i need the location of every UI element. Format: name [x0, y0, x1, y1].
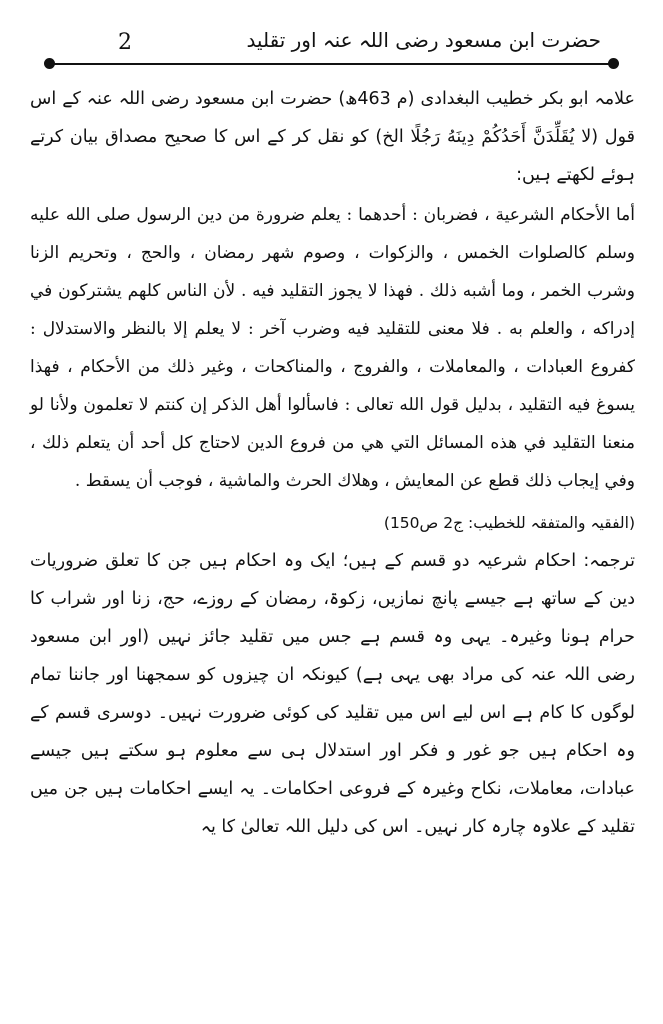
header-rule: [50, 63, 613, 65]
page-number: 2: [118, 30, 132, 55]
page-header: [0, 0, 663, 80]
translation-paragraph: ترجمہ: احکام شرعیہ دو قسم کے ہیں؛ ایک وہ احکام ہیں جن کا تعلق ضروریات دین کے ساتھ ہے جیسے پانچ نمازیں، زکوۃ، رمضان کے روزے، حج، زنا اور شراب کا حرام ہونا وغیرہ۔ یہی وہ قسم ہے جس میں تقلید جائز نہیں (اور ابن مسعود رضی اللہ عنہ کی مراد بھی یہی ہے) کیونکہ ان چیزوں کو سمجھنا اور جاننا تمام لوگوں کا کام ہے اس لیے اس میں تقلید کی کوئی ضرورت نہیں۔ دوسری قسم کے وہ احکام ہیں جو غور و فکر اور استدلال ہی سے معلوم ہو سکتے ہیں جیسے عبادات، معاملات، نکاح وغیرہ کے فروعی احکامات۔ یہ ایسے احکامات ہیں جن میں تقلید کے علاوہ چارہ کار نہیں۔ اس کی دلیل اللہ تعالیٰ کا یہ: [30, 551, 635, 837]
citation: (الفقیہ والمتفقہ للخطیب: ج2 ص150): [383, 514, 635, 532]
page-body: [30, 80, 635, 846]
running-title: حضرت ابن مسعود رضی اللہ عنہ اور تقلید: [246, 28, 601, 52]
rule-dot-right: [608, 58, 619, 69]
arabic-quote: أما الأحكام الشرعية ، فضربان : أحدهما : يعلم ضرورة من دين الرسول صلى الله عليه وسلم كالصلوات الخمس ، والزكوات ، وصوم شهر رمضان ، والحج ، وتحريم الزنا وشرب الخمر ، وما أشبه ذلك . فهذا لا يجوز التقليد فيه . لأن الناس كلهم يشتركون في إدراكه ، والعلم به . فلا معنى للتقليد فيه وضرب آخر : لا يعلم إلا بالنظر والاستدلال : كفروع العبادات ، والمعاملات ، والفروج ، والمناكحات ، وغير ذلك من الأحكام ، فهذا يسوغ فيه التقليد ، بدليل قول الله تعالى : فاسألوا أهل الذكر إن كنتم لا تعلمون ولأنا لو منعنا التقليد في هذه المسائل التي هي من فروع الدين لاحتاج كل أحد أن يتعلم ذلك ، وفي إيجاب ذلك قطع عن المعايش ، وهلاك الحرث والماشية ، فوجب أن يسقط .: [30, 205, 635, 491]
intro-paragraph: علامہ ابو بکر خطیب البغدادی (م 463ھ) حضرت ابن مسعود رضی اللہ عنہ کے اس قول (لا يُقَلِّدَنَّ أَحَدُكُمْ دِينَهُ رَجُلًا الخ) کو نقل کر کے اس کا صحیح مصداق بیان کرتے ہوئے لکھتے ہیں:: [30, 89, 636, 185]
